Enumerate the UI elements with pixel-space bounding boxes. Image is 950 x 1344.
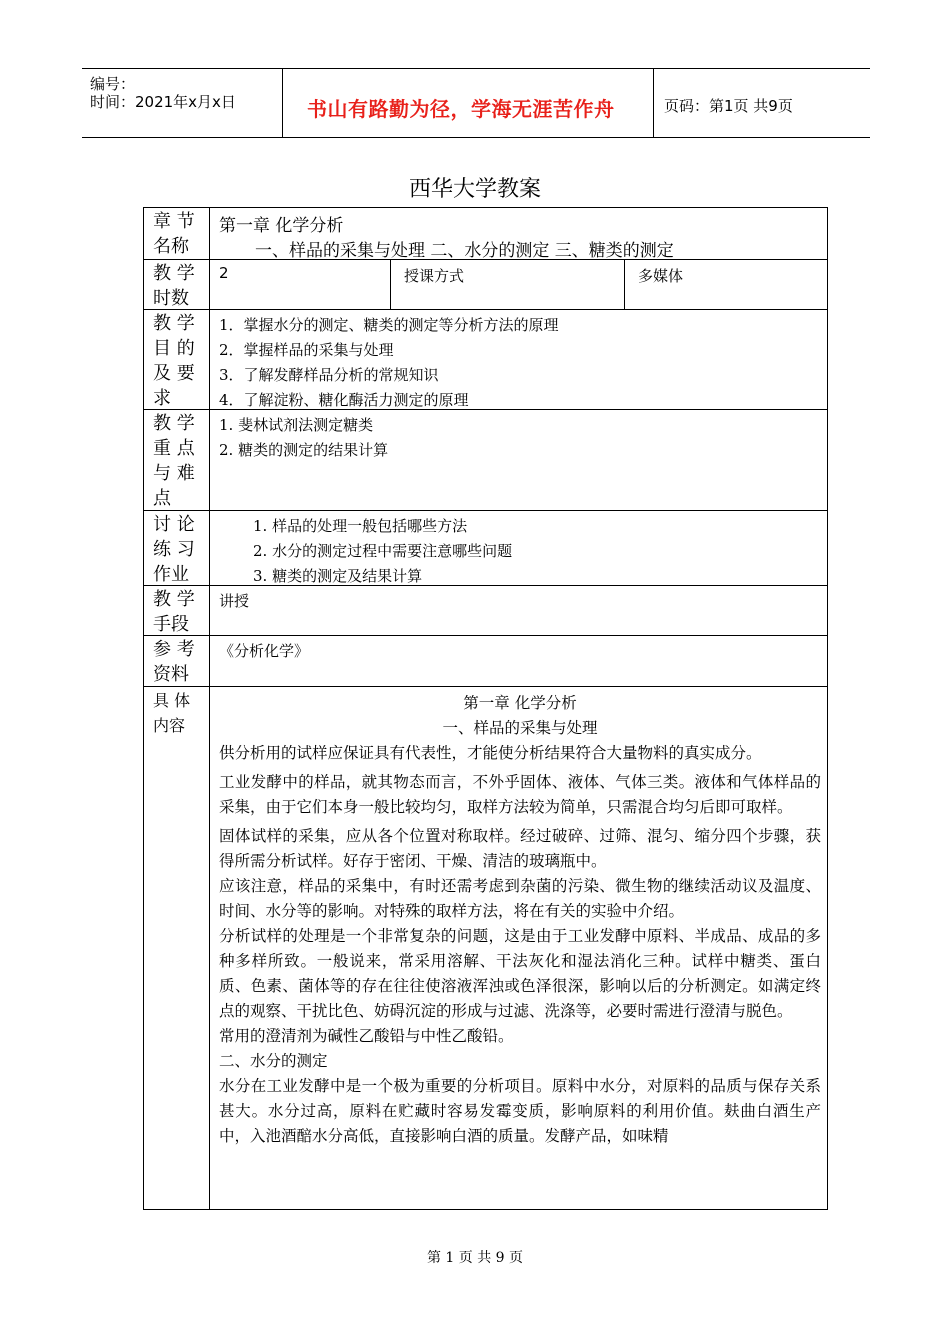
label-line: 讨 论 <box>153 514 195 535</box>
lesson-plan-table <box>143 207 828 1210</box>
key-point-item: 1. 斐林试剂法测定糖类 <box>219 416 374 434</box>
row-goals <box>144 310 827 410</box>
label-hours <box>144 260 210 309</box>
label-line: 与 难 <box>153 463 195 484</box>
label-line: 教 学 <box>153 263 195 284</box>
label-line: 目 的 <box>153 338 195 359</box>
label-line: 时数 <box>153 288 189 309</box>
number-label: 编号： <box>90 75 136 93</box>
content-paragraph: 分析试样的处理是一个非常复杂的问题，这是由于工业发酵中原料、半成品、成品的多种多样所致。一般说来，常采用溶解、干法灰化和湿法消化三种。试样中糖类、蛋白质、色素、菌体等的存在往往使溶液浑浊或色泽很深，影响以后的分析测定。如满定终点的观察、干扰比色、妨碍沉淀的形成与过滤、洗涤等，必要时需进行澄清与脱色。 <box>219 927 821 1020</box>
document-title: 西华大学教案 <box>408 177 541 202</box>
label-goals <box>144 310 210 409</box>
goal-item: 2．掌握样品的采集与处理 <box>219 341 394 359</box>
date-label: 时间：2021年x月x日 <box>90 93 236 111</box>
goal-item: 3．了解发酵样品分析的常规知识 <box>219 366 439 384</box>
header-table <box>82 68 870 138</box>
label-line: 教 学 <box>153 589 195 610</box>
label-means <box>144 586 210 635</box>
chapter-line-2: 一、样品的采集与处理 二、水分的测定 三、糖类的测定 <box>255 241 674 261</box>
row-content <box>144 687 827 1209</box>
label-line: 及 要 <box>153 363 195 384</box>
content-heading-2: 一、样品的采集与处理 <box>442 719 598 737</box>
header-page-cell <box>654 69 870 137</box>
divider <box>624 260 625 309</box>
content-text <box>219 691 821 1149</box>
header-motto-cell <box>283 69 654 137</box>
hours-content <box>211 260 827 309</box>
goal-item: 1．掌握水分的测定、糖类的测定等分析方法的原理 <box>219 316 559 334</box>
label-line: 重 点 <box>153 438 195 459</box>
label-line: 手段 <box>153 614 189 635</box>
content-paragraph: 供分析用的试样应保证具有代表性，才能使分析结果符合大量物料的真实成分。 <box>219 744 762 762</box>
row-exercises <box>144 511 827 586</box>
method-label: 授课方式 <box>404 267 465 285</box>
label-line: 点 <box>153 488 171 509</box>
label-line: 教 学 <box>153 413 195 434</box>
row-key-points <box>144 410 827 511</box>
means-value: 讲授 <box>219 592 250 610</box>
goals-content <box>211 310 827 409</box>
label-line: 内容 <box>153 716 186 735</box>
exercise-item: 1. 样品的处理一般包括哪些方法 <box>253 517 468 535</box>
label-line: 名称 <box>153 236 189 257</box>
row-references <box>144 636 827 687</box>
label-line: 求 <box>153 388 171 409</box>
page-footer: 第 1 页 共 9 页 <box>426 1250 524 1266</box>
label-exercises <box>144 511 210 585</box>
key-point-item: 2. 糖类的测定的结果计算 <box>219 441 389 459</box>
chapter-line-1: 第一章 化学分析 <box>219 216 344 236</box>
means-content <box>211 586 827 635</box>
label-line: 教 学 <box>153 313 195 334</box>
row-chapter <box>144 208 827 260</box>
reference-value: 《分析化学》 <box>219 642 310 660</box>
label-line: 具 体 <box>153 691 191 710</box>
exercise-item: 2. 水分的测定过程中需要注意哪些问题 <box>253 542 513 560</box>
label-line: 参 考 <box>153 639 195 660</box>
exercises-content <box>211 511 827 585</box>
row-means <box>144 586 827 636</box>
exercise-item: 3. 糖类的测定及结果计算 <box>253 567 423 585</box>
chapter-content <box>211 208 827 259</box>
label-references <box>144 636 210 686</box>
references-content <box>211 636 827 686</box>
motto-text: 书山有路勤为径，学海无涯苦作舟 <box>307 97 615 121</box>
key-points-content <box>211 410 827 510</box>
header-meta-cell <box>82 69 283 137</box>
label-chapter <box>144 208 210 259</box>
label-line: 章 节 <box>153 211 195 232</box>
content-paragraph: 水分在工业发酵中是一个极为重要的分析项目。原料中水分，对原料的品质与保存关系甚大。水分过高，原料在贮藏时容易发霉变质，影响原料的利用价值。麸曲白酒生产中，入池酒醅水分高低，直接影响白酒的质量。发酵产品，如味精 <box>219 1077 821 1145</box>
label-line: 作业 <box>153 564 189 585</box>
content-body <box>211 687 827 1209</box>
content-paragraph: 应该注意，样品的采集中，有时还需考虑到杂菌的污染、微生物的继续活动议及温度、时间、水分等的影响。对特殊的取样方法，将在有关的实验中介绍。 <box>219 877 821 920</box>
label-line: 资料 <box>153 664 189 685</box>
content-paragraph: 工业发酵中的样品，就其物态而言，不外乎固体、液体、气体三类。液体和气体样品的采集，由于它们本身一般比较均匀，取样方法较为简单，只需混合均匀后即可取样。 <box>219 773 821 816</box>
goal-item: 4．了解淀粉、糖化酶活力测定的原理 <box>219 391 469 409</box>
row-hours <box>144 260 827 310</box>
content-paragraph: 固体试样的采集，应从各个位置对称取样。经过破碎、过筛、混匀、缩分四个步骤，获得所需分析试样。好存于密闭、干燥、清洁的玻璃瓶中。 <box>219 827 821 870</box>
label-content <box>144 687 210 1209</box>
content-paragraph: 常用的澄清剂为碱性乙酸铅与中性乙酸铅。 <box>219 1027 514 1045</box>
page-code: 页码：第1页 共9页 <box>664 97 793 115</box>
hours-value: 2 <box>219 264 229 282</box>
content-heading-1: 第一章 化学分析 <box>463 694 577 712</box>
content-section-heading: 二、水分的测定 <box>219 1052 328 1070</box>
label-line: 练 习 <box>153 539 195 560</box>
label-key-points <box>144 410 210 510</box>
method-value: 多媒体 <box>638 267 684 285</box>
divider <box>390 260 391 309</box>
